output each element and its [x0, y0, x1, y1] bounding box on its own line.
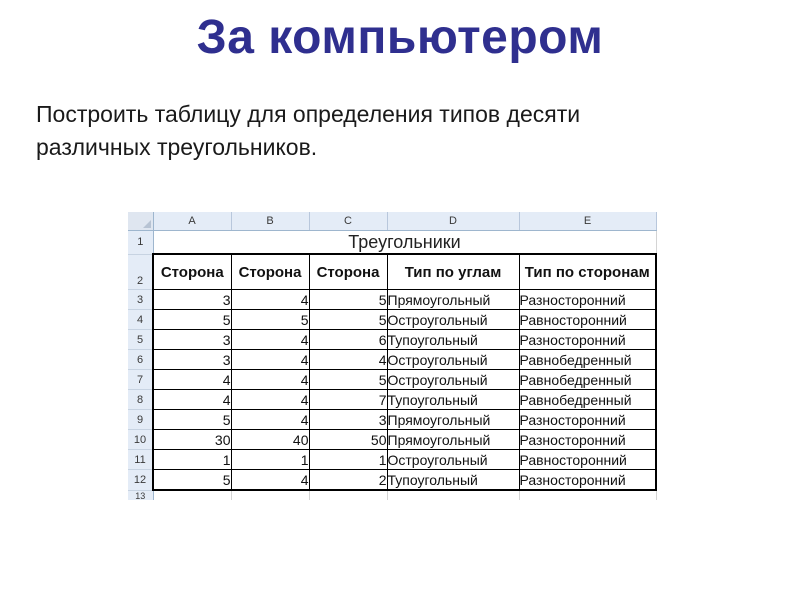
cell-side-b[interactable]: 40: [231, 430, 309, 450]
cell-side-type[interactable]: Разносторонний: [519, 330, 656, 350]
cell-angle-type[interactable]: Остроугольный: [387, 310, 519, 330]
empty-cell[interactable]: [519, 490, 656, 500]
cell-side-c[interactable]: 5: [309, 290, 387, 310]
empty-cell[interactable]: [387, 490, 519, 500]
cell-side-type[interactable]: Разносторонний: [519, 470, 656, 491]
table-row: [128, 370, 656, 390]
cell-side-a[interactable]: 5: [153, 310, 231, 330]
cell-side-a[interactable]: 5: [153, 410, 231, 430]
table-row: [128, 470, 656, 491]
table-row: [128, 450, 656, 470]
cell-side-b[interactable]: 4: [231, 350, 309, 370]
table-row: [128, 490, 656, 500]
cell-angle-type[interactable]: Прямоугольный: [387, 290, 519, 310]
header-cell-angle-type[interactable]: Тип по углам: [387, 254, 519, 290]
table-row: [128, 310, 656, 330]
table-row: [128, 390, 656, 410]
table-row: [128, 430, 656, 450]
table-row: [128, 350, 656, 370]
cell-side-b[interactable]: 5: [231, 310, 309, 330]
cell-angle-type[interactable]: Тупоугольный: [387, 390, 519, 410]
cell-angle-type[interactable]: Прямоугольный: [387, 430, 519, 450]
cell-side-type[interactable]: Разносторонний: [519, 430, 656, 450]
header-cell-side-a[interactable]: Сторона: [153, 254, 231, 290]
table-row: [128, 330, 656, 350]
row-header[interactable]: 4: [128, 310, 153, 330]
header-cell-side-c[interactable]: Сторона: [309, 254, 387, 290]
column-header-c[interactable]: C: [309, 212, 387, 231]
table-row: [128, 290, 656, 310]
cell-side-b[interactable]: 4: [231, 410, 309, 430]
row-header[interactable]: 6: [128, 350, 153, 370]
cell-side-type[interactable]: Равносторонний: [519, 450, 656, 470]
cell-side-a[interactable]: 3: [153, 290, 231, 310]
cell-side-type[interactable]: Разносторонний: [519, 290, 656, 310]
cell-side-c[interactable]: 6: [309, 330, 387, 350]
cell-angle-type[interactable]: Прямоугольный: [387, 410, 519, 430]
cell-side-b[interactable]: 4: [231, 290, 309, 310]
cell-side-a[interactable]: 3: [153, 350, 231, 370]
empty-cell[interactable]: [153, 490, 231, 500]
table-row: [128, 410, 656, 430]
cell-side-a[interactable]: 30: [153, 430, 231, 450]
cell-side-type[interactable]: Равнобедренный: [519, 390, 656, 410]
column-header-b[interactable]: B: [231, 212, 309, 231]
cell-angle-type[interactable]: Остроугольный: [387, 350, 519, 370]
cell-side-c[interactable]: 5: [309, 370, 387, 390]
cell-side-c[interactable]: 7: [309, 390, 387, 410]
row-header[interactable]: 10: [128, 430, 153, 450]
column-header-d[interactable]: D: [387, 212, 519, 231]
cell-angle-type[interactable]: Тупоугольный: [387, 330, 519, 350]
cell-side-c[interactable]: 50: [309, 430, 387, 450]
row-header[interactable]: 8: [128, 390, 153, 410]
cell-side-type[interactable]: Равнобедренный: [519, 350, 656, 370]
cell-side-c[interactable]: 1: [309, 450, 387, 470]
empty-cell[interactable]: [309, 490, 387, 500]
row-header[interactable]: 9: [128, 410, 153, 430]
row-header[interactable]: 2: [128, 254, 153, 290]
task-text: [36, 98, 756, 164]
row-header[interactable]: 12: [128, 470, 153, 491]
cell-side-type[interactable]: Равнобедренный: [519, 370, 656, 390]
cell-side-type[interactable]: Разносторонний: [519, 410, 656, 430]
cell-side-a[interactable]: 3: [153, 330, 231, 350]
cell-side-b[interactable]: 4: [231, 390, 309, 410]
row-header[interactable]: 5: [128, 330, 153, 350]
cell-side-a[interactable]: 4: [153, 390, 231, 410]
spreadsheet-grid: [128, 212, 657, 500]
table-title-cell[interactable]: Треугольники: [153, 231, 656, 255]
row-header[interactable]: 3: [128, 290, 153, 310]
cell-side-c[interactable]: 5: [309, 310, 387, 330]
header-cell-side-type[interactable]: Тип по сторонам: [519, 254, 656, 290]
cell-side-a[interactable]: 5: [153, 470, 231, 491]
cell-side-a[interactable]: 1: [153, 450, 231, 470]
cell-angle-type[interactable]: Остроугольный: [387, 450, 519, 470]
row-header[interactable]: 13: [128, 490, 153, 500]
row-header[interactable]: 1: [128, 231, 153, 255]
cell-side-a[interactable]: 4: [153, 370, 231, 390]
cell-side-c[interactable]: 4: [309, 350, 387, 370]
cell-angle-type[interactable]: Остроугольный: [387, 370, 519, 390]
spreadsheet-screenshot: [128, 212, 674, 500]
cell-side-type[interactable]: Равносторонний: [519, 310, 656, 330]
cell-angle-type[interactable]: Тупоугольный: [387, 470, 519, 491]
cell-side-c[interactable]: 2: [309, 470, 387, 491]
cell-side-c[interactable]: 3: [309, 410, 387, 430]
column-header-e[interactable]: E: [519, 212, 656, 231]
select-all-corner[interactable]: [128, 212, 153, 231]
task-line-2: различных треугольников.: [36, 134, 318, 160]
empty-cell[interactable]: [231, 490, 309, 500]
column-header-a[interactable]: A: [153, 212, 231, 231]
cell-side-b[interactable]: 4: [231, 470, 309, 491]
cell-side-b[interactable]: 1: [231, 450, 309, 470]
cell-side-b[interactable]: 4: [231, 370, 309, 390]
task-line-1: Построить таблицу для определения типов десяти: [36, 101, 581, 127]
row-header[interactable]: 11: [128, 450, 153, 470]
cell-side-b[interactable]: 4: [231, 330, 309, 350]
row-header[interactable]: 7: [128, 370, 153, 390]
slide-title: За компьютером: [196, 11, 604, 64]
header-cell-side-b[interactable]: Сторона: [231, 254, 309, 290]
